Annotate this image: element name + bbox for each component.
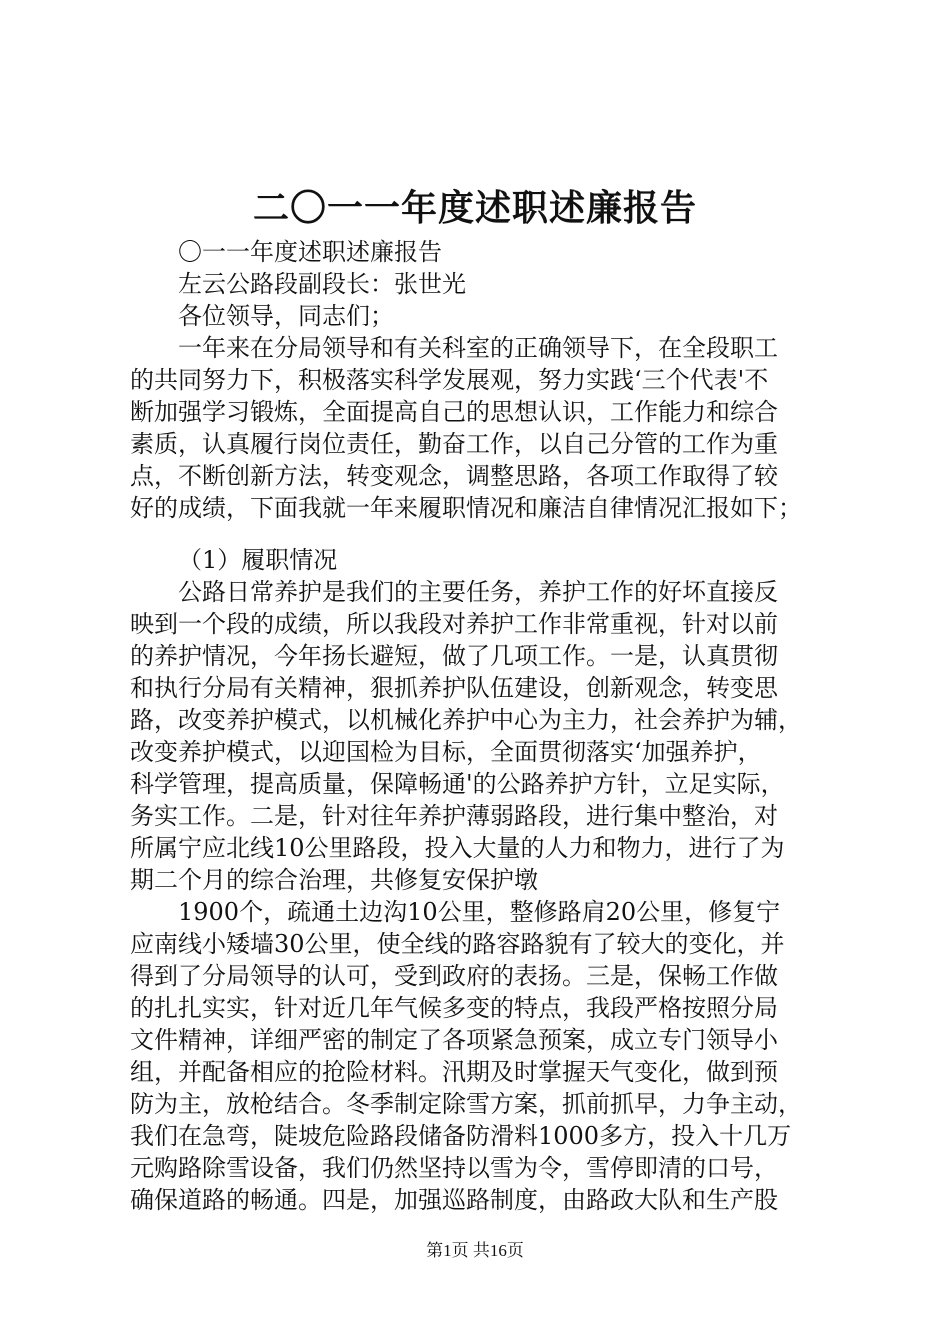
text-line: 和执行分局有关精神，狠抓养护队伍建设，创新观念，转变思 [130, 674, 778, 702]
text-line: 组，并配备相应的抢险材料。汛期及时掌握天气变化，做到预 [130, 1058, 778, 1086]
text-line: 断加强学习锻炼，全面提高自己的思想认识，工作能力和综合 [130, 398, 778, 426]
document-title: 二〇一一年度述职述廉报告 [252, 188, 697, 229]
text-line: 点，不断创新方法，转变观念，调整思路，各项工作取得了较 [130, 462, 778, 490]
text-line: 期二个月的综合治理，共修复安保护墩 [130, 866, 538, 894]
paragraph-gap [130, 524, 845, 544]
document-body [130, 236, 845, 1216]
text-line: 一年来在分局领导和有关科室的正确领导下，在全段职工 [178, 334, 778, 362]
text-line: 文件精神，详细严密的制定了各项紧急预案，成立专门领导小 [130, 1026, 778, 1054]
text-line: 确保道路的畅通。四是，加强巡路制度，由路政大队和生产股 [130, 1186, 778, 1214]
text-line: 素质，认真履行岗位责任，勤奋工作，以自己分管的工作为重 [130, 430, 778, 458]
text-line: 应南线小矮墙30公里，使全线的路容路貌有了较大的变化，并 [130, 930, 785, 958]
text-line: 公路日常养护是我们的主要任务，养护工作的好坏直接反 [178, 578, 778, 606]
text-line: 的扎扎实实，针对近几年气候多变的特点，我段严格按照分局 [130, 994, 778, 1022]
text-line: 好的成绩，下面我就一年来履职情况和廉洁自律情况汇报如下； [130, 494, 802, 522]
text-line: 改变养护模式，以迎国检为目标，全面贯彻落实‘加强养护， [130, 738, 762, 766]
text-line: 所属宁应北线10公里路段，投入大量的人力和物力，进行了为 [130, 834, 785, 862]
text-line: 防为主，放枪结合。冬季制定除雪方案，抓前抓早，力争主动， [130, 1090, 802, 1118]
text-line: 各位领导，同志们； [178, 302, 394, 330]
text-line: （1）履职情况 [178, 546, 338, 574]
text-line: 〇一一年度述职述廉报告 [178, 238, 442, 266]
text-line: 左云公路段副段长：张世光 [178, 270, 466, 298]
text-line: 我们在急弯，陡坡危险路段储备防滑料1000多方，投入十几万 [130, 1122, 792, 1150]
text-line: 务实工作。二是，针对往年养护薄弱路段，进行集中整治，对 [130, 802, 778, 830]
text-line: 的共同努力下，积极落实科学发展观，努力实践‘三个代表'不 [130, 366, 769, 394]
text-line: 路，改变养护模式，以机械化养护中心为主力，社会养护为辅， [130, 706, 802, 734]
text-line: 科学管理，提高质量，保障畅通'的公路养护方针，立足实际， [130, 770, 785, 798]
text-line: 的养护情况，今年扬长避短，做了几项工作。一是，认真贯彻 [130, 642, 778, 670]
text-line: 得到了分局领导的认可，受到政府的表扬。三是，保畅工作做 [130, 962, 778, 990]
text-line: 1900个，疏通土边沟10公里，整修路肩20公里，修复宁 [178, 898, 781, 926]
text-line: 元购路除雪设备，我们仍然坚持以雪为令，雪停即清的口号， [130, 1154, 778, 1182]
text-line: 映到一个段的成绩，所以我段对养护工作非常重视，针对以前 [130, 610, 778, 638]
page-footer: 第1页 共16页 [426, 1241, 524, 1260]
